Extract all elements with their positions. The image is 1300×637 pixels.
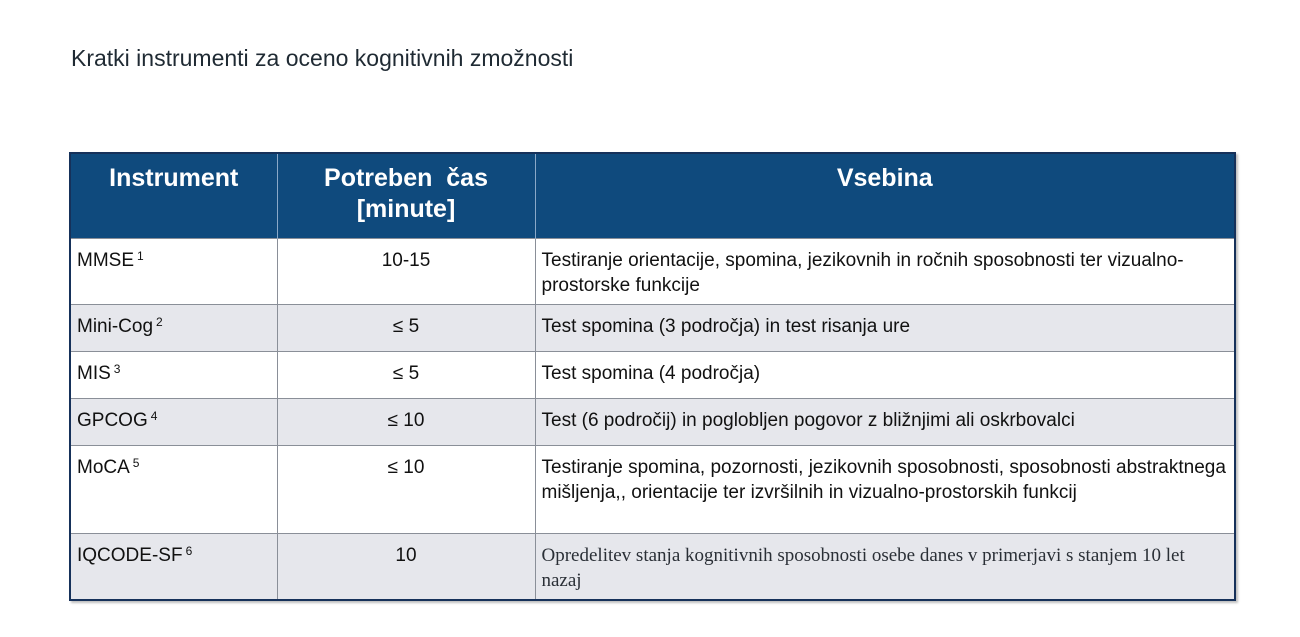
page-title: Kratki instrumenti za oceno kognitivnih zmožnosti [71,45,574,71]
table-header-row [71,154,1234,239]
table-row [71,399,1234,446]
reference-number: 5 [132,456,140,470]
table-row [71,305,1234,352]
reference-number: 6 [185,544,193,558]
table-row [71,534,1234,600]
table-row [71,239,1234,305]
instrument-name: IQCODE-SF [77,545,183,566]
header-content: Vsebina [535,154,1234,239]
cell-content: Testiranje spomina, pozornosti, jezikovnih sposobnosti, sposobnosti abstraktnega mišljenja,, orientacije ter izvršilnih in vizualno-prostorskih funkcij [535,446,1234,534]
cell-instrument [71,352,277,399]
cell-instrument [71,239,277,305]
instrument-name: Mini-Cog [77,316,154,337]
table-row [71,352,1234,399]
cell-time: ≤ 10 [277,446,535,534]
cell-time: ≤ 5 [277,305,535,352]
cell-content: Test spomina (4 področja) [535,352,1234,399]
instrument-name: MoCA [77,457,130,478]
instrument-name: MIS [77,363,111,384]
instrument-name: MMSE [77,250,134,271]
reference-number: 2 [156,315,163,329]
header-instrument: Instrument [71,154,277,239]
header-time [277,154,535,239]
reference-number: 1 [137,249,144,263]
cell-content: Testiranje orientacije, spomina, jezikovnih in ročnih sposobnosti ter vizualno-prostorske funkcije [535,239,1234,305]
cell-instrument [71,534,277,600]
instrument-name: GPCOG [77,410,148,431]
cell-instrument [71,446,277,534]
table-row [71,446,1234,534]
cell-instrument [71,399,277,446]
instruments-table [69,152,1236,601]
header-time-line1: Potreben čas [324,164,488,192]
cell-instrument [71,305,277,352]
cell-time: 10 [277,534,535,600]
cell-time: ≤ 10 [277,399,535,446]
cell-time: 10-15 [277,239,535,305]
reference-number: 4 [150,409,158,423]
cell-content: Test (6 področij) in poglobljen pogovor z bližnjimi ali oskrbovalci [535,399,1234,446]
header-time-line2: [minute] [356,195,456,223]
cell-content: Test spomina (3 področja) in test risanja ure [535,305,1234,352]
cell-content: Opredelitev stanja kognitivnih sposobnosti osebe danes v primerjavi s stanjem 10 let nazaj [535,534,1234,600]
cell-time: ≤ 5 [277,352,535,399]
reference-number: 3 [113,362,121,376]
